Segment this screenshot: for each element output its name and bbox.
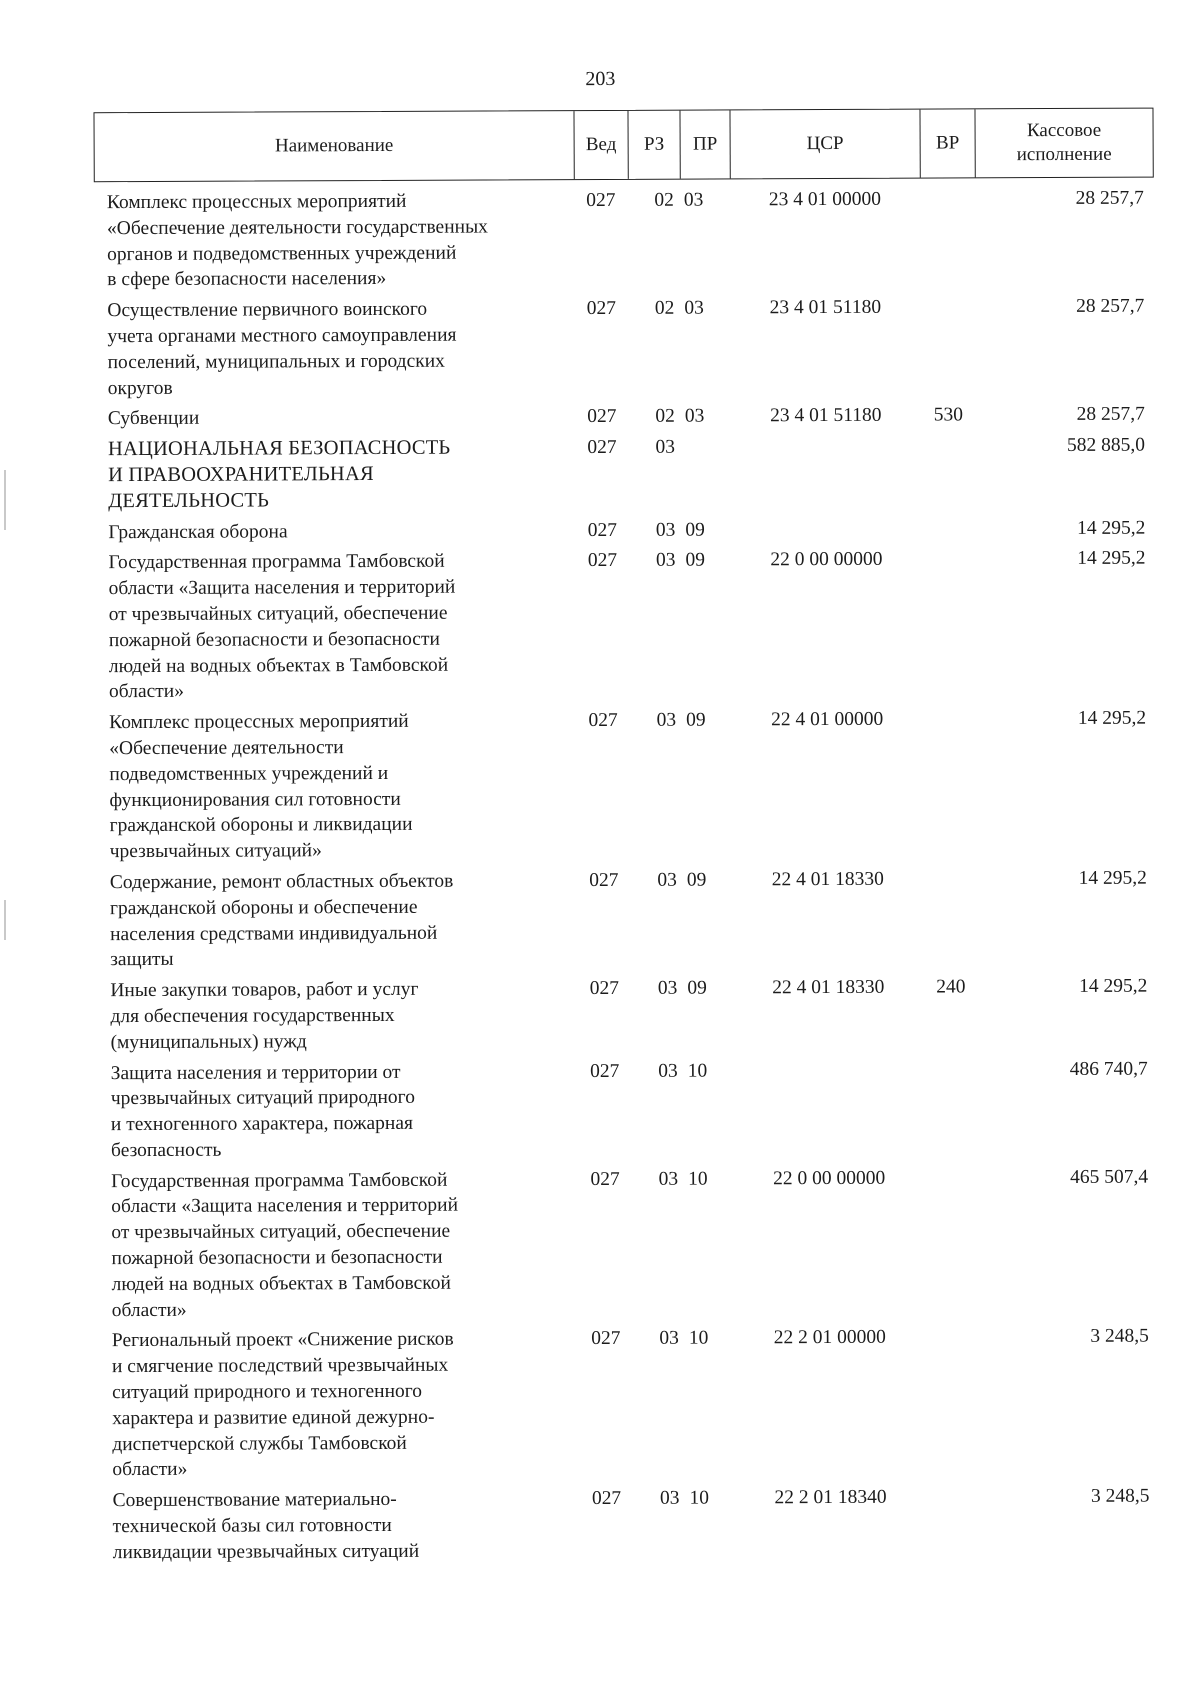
cell-csr: 23 4 01 00000 (768, 188, 881, 211)
cell-rz: 03 (658, 1168, 679, 1190)
cell-vr (920, 186, 975, 289)
cell-ved: 027 (589, 869, 619, 891)
cell-vr (921, 434, 976, 512)
cell-sum: 486 740,7 (1069, 1058, 1148, 1080)
cell-ved: 027 (591, 1488, 622, 1510)
cell-csr: 22 4 01 18330 (772, 976, 885, 999)
cell-rz: 02 (655, 406, 675, 428)
cell-csr: 22 4 01 18330 (771, 868, 884, 891)
scan-mark (4, 900, 6, 940)
cell-pr (681, 435, 731, 513)
cell-sum: 14 295,2 (1078, 867, 1147, 889)
cell-rz: 03 (656, 709, 677, 731)
cell-sum: 3 248,5 (1090, 1485, 1150, 1508)
cell-name: Гражданская оборона (108, 520, 288, 543)
cell-name: Осуществление первичного воинского учета органами местного самоуправления поселений, муниципальных и городских округов (107, 298, 457, 399)
cell-csr: 23 4 01 51180 (770, 405, 882, 427)
table-row (98, 1164, 1159, 1323)
cell-ved: 027 (590, 1168, 620, 1190)
cell-vr (921, 547, 977, 702)
cell-pr: 09 (686, 709, 706, 731)
table-row (95, 515, 1155, 545)
cell-sum: 14 295,2 (1077, 517, 1146, 539)
cell-csr (731, 434, 921, 512)
header-csr: ЦСР (730, 110, 920, 179)
cell-rz: 03 (659, 1487, 680, 1510)
cell-sum: 28 257,7 (1076, 295, 1145, 318)
table-row (95, 546, 1156, 705)
cell-vr: 530 (933, 404, 963, 426)
cell-name: Субвенции (107, 408, 200, 430)
cell-vr (925, 1325, 981, 1480)
cell-rz: 03 (655, 550, 676, 572)
cell-csr (731, 516, 921, 543)
cell-vr (920, 295, 975, 398)
header-pr: ПР (680, 110, 730, 178)
header-name: Наименование (94, 111, 574, 181)
cell-name: Комплекс процессных мероприятий «Обеспечение деятельности государственных органов и подведомственных учреждений в сфере безопасности населения» (106, 190, 488, 291)
cell-ved: 027 (590, 1060, 620, 1082)
header-sum: Кассовое исполнение (1016, 119, 1112, 166)
cell-rz: 03 (657, 977, 678, 999)
cell-rz: 03 (659, 1328, 679, 1350)
table-row (95, 402, 1155, 432)
cell-name: Совершенствование материально- технической базы сил готовности ликвидации чрезвычайных ситуаций (112, 1489, 420, 1563)
cell-rz: 02 (654, 297, 675, 319)
cell-sum: 28 257,7 (1075, 187, 1144, 209)
scan-mark (4, 470, 6, 530)
table-row (95, 433, 1155, 515)
cell-ved: 027 (587, 550, 618, 572)
cell-csr: 22 0 00 00000 (770, 549, 883, 571)
cell-sum: 28 257,7 (1076, 404, 1145, 426)
header-vr: ВР (920, 109, 975, 177)
cell-pr: 10 (689, 1487, 710, 1509)
cell-rz: 03 (658, 1060, 678, 1082)
cell-name: Государственная программа Тамбовской области «Защита населения и территорий от чрезвычайных ситуаций, обеспечение пожарной безопасности и безопасности людей на водных объектах в Тамбовской области» (111, 1169, 459, 1321)
header-ved: Вед (574, 111, 628, 179)
cell-sum: 582 885,0 (1066, 434, 1145, 457)
cell-vr (925, 1485, 980, 1563)
cell-vr (924, 1057, 979, 1160)
cell-rz: 03 (657, 869, 677, 891)
cell-sum: 14 295,2 (1077, 707, 1147, 730)
cell-ved: 027 (587, 406, 617, 428)
table-row (94, 186, 1154, 294)
cell-pr: 10 (688, 1328, 709, 1350)
cell-ved: 027 (587, 519, 617, 541)
cell-pr: 10 (688, 1168, 708, 1190)
cell-rz: 03 (655, 519, 676, 541)
cell-pr: 09 (686, 869, 707, 891)
cell-vr (922, 707, 978, 862)
cell-sum: 14 295,2 (1079, 975, 1148, 998)
cell-name: Региональный проект «Снижение рисков и смягчение последствий чрезвычайных ситуаций природного и техногенного характера и развитие единой дежурно- диспетчерской службы Тамбовской области» (111, 1329, 454, 1481)
table-row (98, 1056, 1158, 1164)
cell-ved: 027 (588, 710, 618, 732)
cell-csr: 22 4 01 00000 (771, 708, 884, 731)
table-row (99, 1324, 1160, 1483)
cell-csr: 22 0 00 00000 (773, 1167, 886, 1189)
cell-vr (923, 866, 978, 969)
table-row (96, 706, 1157, 865)
table-row (94, 294, 1154, 402)
cell-csr: 23 4 01 51180 (769, 296, 882, 319)
table-body (94, 186, 1160, 1571)
cell-rz: 02 (654, 189, 674, 211)
cell-pr: 03 (683, 189, 704, 211)
cell-vr (921, 516, 976, 542)
cell-csr (734, 1057, 924, 1161)
table-header (93, 108, 1153, 183)
cell-pr: 09 (685, 549, 705, 571)
cell-csr: 22 2 01 00000 (773, 1327, 886, 1349)
cell-name: НАЦИОНАЛЬНАЯ БЕЗОПАСНОСТЬ И ПРАВООХРАНИТЕЛЬНАЯ ДЕЯТЕЛЬНОСТЬ (107, 436, 451, 512)
cell-sum: 14 295,2 (1077, 547, 1146, 570)
cell-pr: 10 (687, 1060, 708, 1082)
cell-name: Иные закупки товаров, работ и услуг для обеспечения государственных (муниципальных) нужд (110, 978, 419, 1053)
cell-ved: 027 (587, 437, 617, 459)
cell-csr: 22 2 01 18340 (774, 1487, 887, 1509)
table-row (97, 866, 1157, 974)
cell-vr: 240 (936, 976, 966, 998)
cell-pr: 03 (684, 405, 705, 428)
cell-name: Защита населения и территории от чрезвычайных ситуаций природного и техногенного характера, пожарная безопасность (110, 1061, 415, 1162)
cell-pr: 09 (685, 519, 705, 541)
cell-sum: 465 507,4 (1070, 1166, 1149, 1188)
cell-name: Комплекс процессных мероприятий «Обеспечение деятельности подведомственных учреждений и функционирования сил готовности гражданской обороны и ликвидации чрезвычайных ситуаций» (109, 710, 413, 863)
page-number: 203 (585, 67, 616, 91)
cell-ved: 027 (589, 978, 619, 1000)
cell-ved: 027 (591, 1328, 621, 1350)
header-rz: РЗ (628, 111, 680, 179)
cell-pr: 03 (684, 297, 704, 319)
table-row (99, 1484, 1159, 1566)
cell-pr: 09 (687, 977, 707, 999)
cell-rz: 03 (655, 436, 675, 458)
cell-vr (924, 1165, 980, 1320)
cell-ved: 027 (586, 189, 616, 212)
cell-name: Государственная программа Тамбовской области «Защита населения и территорий от чрезвычайных ситуаций, обеспечение пожарной безопасности и безопасности людей на водных объектах в Тамбовской области» (108, 551, 456, 703)
cell-ved: 027 (586, 298, 617, 320)
cell-sum: 3 248,5 (1090, 1326, 1149, 1348)
cell-name: Содержание, ремонт областных объектов гражданской обороны и обеспечение населения средствами индивидуальной защиты (109, 870, 454, 971)
table-row (97, 974, 1157, 1056)
